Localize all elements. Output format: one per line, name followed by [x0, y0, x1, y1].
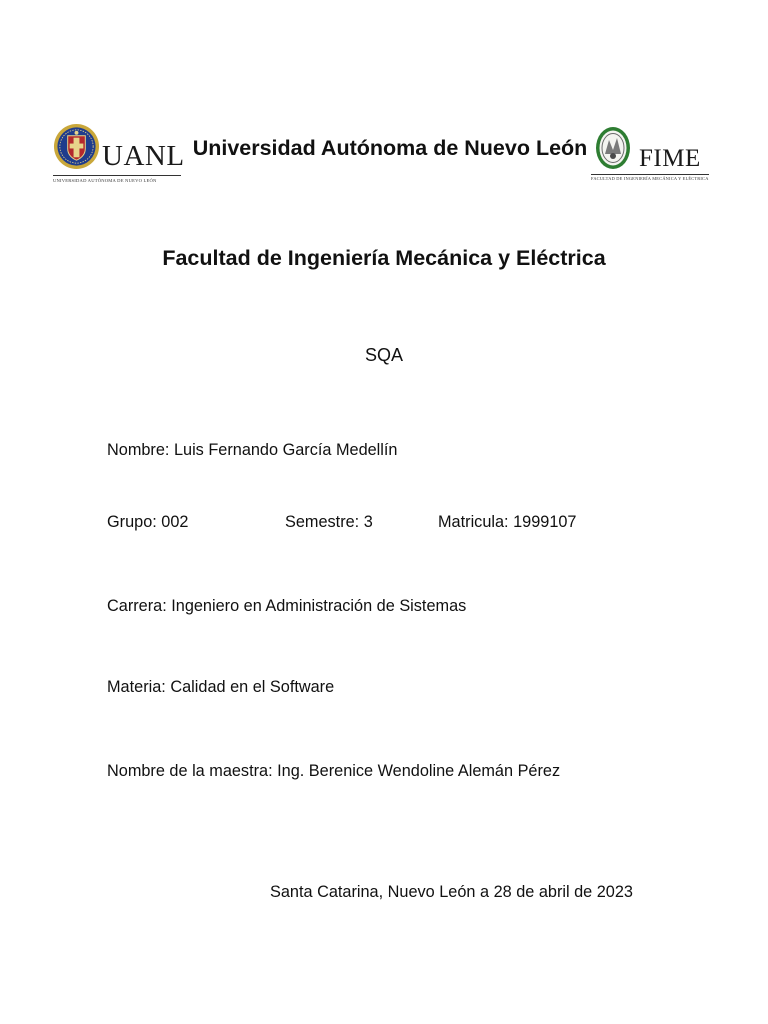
enrollment-field: Matricula: 1999107 [438, 513, 577, 531]
uanl-logo [50, 120, 185, 188]
group-field: Grupo: 002 [107, 513, 189, 531]
career-field: Carrera: Ingeniero en Administración de Sistemas [107, 597, 467, 615]
uanl-wordmark: UANL [102, 140, 185, 172]
uanl-seal-icon [53, 123, 100, 170]
fime-logo [588, 120, 713, 186]
fime-seal-icon [595, 126, 631, 170]
faculty-title: Facultad de Ingeniería Mecánica y Eléctrica [162, 246, 606, 270]
student-name: Nombre: Luis Fernando García Medellín [107, 441, 398, 459]
subject-code: SQA [364, 345, 403, 365]
semester-field: Semestre: 3 [285, 513, 373, 531]
place-date: Santa Catarina, Nuevo León a 28 de abril de 2023 [270, 883, 633, 901]
uanl-divider [53, 175, 181, 176]
fime-divider [591, 174, 709, 175]
university-title: Universidad Autónoma de Nuevo León [192, 136, 588, 160]
fime-logo-subtitle: FACULTAD DE INGENIERÍA MECÁNICA Y ELÉCTRICA [591, 176, 709, 181]
teacher-field: Nombre de la maestra: Ing. Berenice Wendoline Alemán Pérez [107, 762, 561, 780]
course-field: Materia: Calidad en el Software [107, 678, 335, 696]
uanl-logo-subtitle: UNIVERSIDAD AUTÓNOMA DE NUEVO LEÓN [53, 178, 157, 183]
fime-wordmark: FIME [639, 145, 701, 172]
